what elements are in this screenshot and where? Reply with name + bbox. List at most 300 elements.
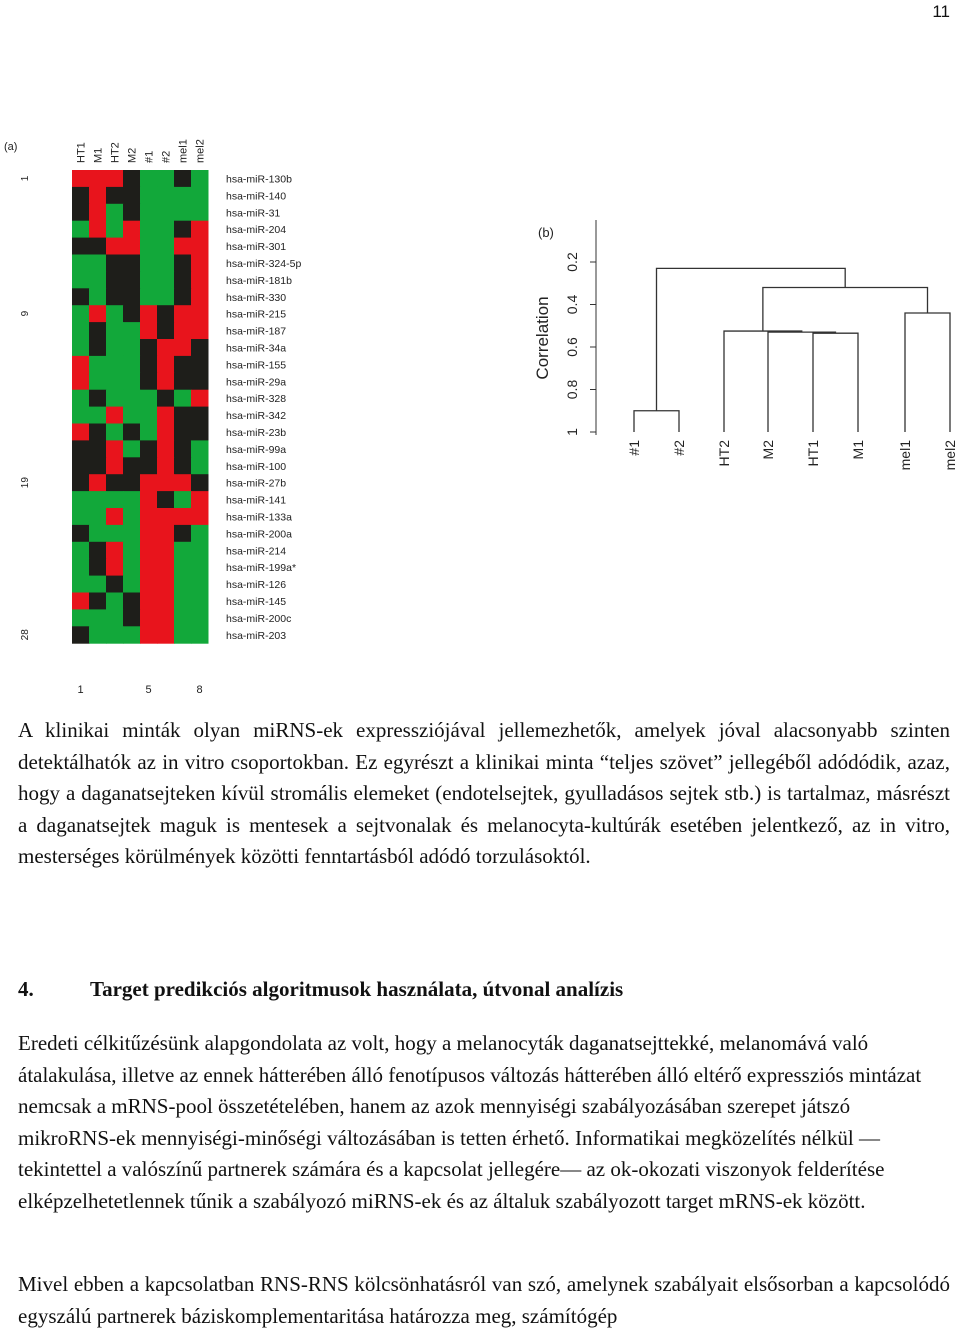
heatmap-cell: [157, 187, 175, 204]
mirna-label: hsa-miR-328: [226, 393, 287, 406]
heatmap-cell: [191, 255, 209, 272]
row-tick-label: 9: [20, 310, 31, 317]
dendrogram-branch: [905, 313, 950, 432]
heatmap-cell: [106, 204, 124, 221]
heatmap-cell: [140, 271, 158, 288]
heatmap-cell: [106, 457, 124, 474]
heatmap-cell: [72, 170, 90, 187]
panel-a-label: (a): [4, 141, 18, 153]
heatmap-cell: [140, 390, 158, 407]
y-axis-label: Correlation: [533, 296, 552, 380]
heatmap-cell: [72, 424, 90, 441]
heatmap-cell: [123, 271, 141, 288]
heatmap-cell: [106, 508, 124, 525]
heatmap-cell: [89, 238, 107, 255]
heatmap-cell: [174, 221, 192, 238]
heatmap-cell: [106, 609, 124, 626]
mirna-label: hsa-miR-145: [226, 595, 287, 608]
heatmap-cell: [89, 373, 107, 390]
y-tick-label: 0.4: [564, 294, 580, 315]
y-ticks: [564, 252, 596, 436]
heatmap-cell: [191, 559, 209, 576]
heatmap-cell: [157, 559, 175, 576]
heatmap-cell: [106, 424, 124, 441]
dendrogram-branch: [724, 331, 802, 432]
mirna-label: hsa-miR-133a: [226, 511, 292, 524]
heatmap-cell: [191, 322, 209, 339]
heatmap-cell: [89, 204, 107, 221]
heatmap-cell: [157, 626, 175, 643]
heatmap-cell: [89, 356, 107, 373]
heatmap-cell: [123, 170, 141, 187]
heatmap-cell: [106, 407, 124, 424]
mirna-label: hsa-miR-204: [226, 224, 287, 237]
heatmap-cell: [72, 255, 90, 272]
heatmap-cell: [72, 508, 90, 525]
dendrogram-branch: [634, 411, 679, 432]
heatmap-cell: [106, 542, 124, 559]
mirna-label: hsa-miR-126: [226, 579, 287, 592]
heatmap-cell: [191, 626, 209, 643]
heatmap-cell: [191, 187, 209, 204]
heatmap-cell: [157, 424, 175, 441]
heatmap-cell: [106, 255, 124, 272]
heatmap-cell: [157, 390, 175, 407]
heatmap-cell: [140, 407, 158, 424]
heatmap-cell: [174, 238, 192, 255]
heatmap-cell: [174, 424, 192, 441]
heatmap-cell: [157, 288, 175, 305]
heatmap-cell: [72, 593, 90, 610]
heatmap-cell: [174, 542, 192, 559]
y-tick-label: 0.6: [564, 337, 580, 357]
heatmap-cell: [123, 356, 141, 373]
mirna-label: hsa-miR-141: [226, 494, 287, 507]
col-tick-label: 1: [77, 684, 84, 697]
heatmap-cell: [157, 491, 175, 508]
heatmap-cell: [89, 170, 107, 187]
heatmap-cell: [174, 271, 192, 288]
sample-label: #2: [160, 150, 173, 163]
heatmap-cell: [191, 593, 209, 610]
leaf-label: mel2: [942, 440, 958, 471]
heatmap-cell: [72, 609, 90, 626]
sample-label: M1: [92, 147, 105, 163]
heatmap-row-labels: [226, 173, 301, 641]
heatmap-cell: [106, 322, 124, 339]
heatmap-cell: [89, 626, 107, 643]
heatmap-cell: [72, 356, 90, 373]
sample-label: mel1: [177, 139, 190, 163]
heatmap-cell: [191, 474, 209, 491]
heatmap-cell: [157, 542, 175, 559]
mirna-label: hsa-miR-324-5p: [226, 257, 302, 270]
heatmap-cell: [157, 525, 175, 542]
heatmap-cell: [191, 271, 209, 288]
heatmap-cell: [140, 542, 158, 559]
heatmap-cell: [191, 356, 209, 373]
heatmap-cell: [89, 305, 107, 322]
heatmap-cell: [140, 373, 158, 390]
heatmap-cell: [140, 424, 158, 441]
heatmap-cell: [191, 288, 209, 305]
heatmap-cell: [89, 559, 107, 576]
heatmap-cell: [174, 339, 192, 356]
heatmap-cell: [157, 204, 175, 221]
heatmap-cell: [140, 576, 158, 593]
row-tick-label: 1: [20, 175, 31, 182]
heatmap-cell: [72, 221, 90, 238]
heatmap-cell: [123, 373, 141, 390]
heatmap-cell: [123, 305, 141, 322]
mirna-label: hsa-miR-29a: [226, 376, 287, 389]
mirna-label: hsa-miR-330: [226, 291, 287, 304]
mirna-label: hsa-miR-31: [226, 207, 281, 220]
heatmap-cell: [140, 339, 158, 356]
dendrogram-branch: [768, 332, 836, 432]
mirna-label: hsa-miR-200c: [226, 612, 292, 625]
mirna-label: hsa-miR-140: [226, 190, 287, 203]
mirna-label: hsa-miR-23b: [226, 426, 287, 439]
heatmap-cell: [123, 288, 141, 305]
section-title: Target predikciós algoritmusok használata, útvonal analízis: [90, 977, 624, 1001]
heatmap-cell: [106, 271, 124, 288]
heatmap-cell: [191, 170, 209, 187]
heatmap-cell: [123, 187, 141, 204]
correlation-axis: [533, 220, 596, 436]
heatmap-cell: [106, 491, 124, 508]
heatmap-cell: [72, 440, 90, 457]
heatmap-cell: [123, 508, 141, 525]
heatmap-cell: [191, 373, 209, 390]
heatmap-cell: [157, 238, 175, 255]
heatmap-cell: [174, 288, 192, 305]
heatmap-cell: [157, 221, 175, 238]
mirna-label: hsa-miR-99a: [226, 443, 287, 456]
heatmap-cell: [191, 457, 209, 474]
heatmap-cell: [123, 322, 141, 339]
heatmap-cell: [123, 339, 141, 356]
heatmap-cell: [123, 204, 141, 221]
paragraph-2: Eredeti célkitűzésünk alapgondolata az volt, hogy a melanocyták daganatsejttekké, melanomává való átalakulása, illetve az ennek hátterében álló fenotípusos változás hátterében álló eltérő expressziós mintázat nemcsak a mRNS-pool összetételében, hanem az azok mennyiségi szabályozásában szerepet játszó mikroRNS-ek mennyiségi-minőségi változásában is tetten érhető. Informatikai megközelítés nélkül —tekintettel a valószínű partnerek számára és a kapcsolat jellegére— az ok-okozati viszonyok felderítése elképzelhetetlennek tűnik a szabályozó miRNS-ek és az általuk szabályozott target mRNS-ek között.: [18, 1031, 922, 1213]
heatmap-cell: [140, 626, 158, 643]
heatmap-cell: [123, 440, 141, 457]
heatmap-cell: [106, 626, 124, 643]
heatmap-cell: [140, 170, 158, 187]
heatmap-cell: [89, 339, 107, 356]
heatmap-cell: [106, 305, 124, 322]
heatmap-cell: [89, 288, 107, 305]
heatmap-cell: [174, 491, 192, 508]
heatmap-cell: [191, 508, 209, 525]
mirna-label: hsa-miR-27b: [226, 477, 287, 490]
sample-label: mel2: [194, 139, 207, 163]
mirna-label: hsa-miR-181b: [226, 274, 292, 287]
heatmap-cell: [174, 474, 192, 491]
leaf-label: M1: [850, 440, 866, 460]
heatmap-cell: [174, 508, 192, 525]
heatmap-cell: [157, 339, 175, 356]
heatmap-cell: [191, 576, 209, 593]
heatmap-cell: [72, 576, 90, 593]
heatmap-cell: [140, 187, 158, 204]
heatmap-cell: [123, 457, 141, 474]
heatmap-cell: [174, 525, 192, 542]
paragraph-1: A klinikai minták olyan miRNS-ek expressziójával jellemezhetők, amelyek jóval alacsonyabb szinten detektálhatók az in vitro csoportokban. Ez egyrészt a klinikai minta “teljes szövet” jellegéből adódódik, azaz, hogy a daganatsejteken kívül stromális elemeket (endotelsejtek, gyulladásos sejtek stb.) is tartalmaz, másrészt a daganatsejtek maguk is mentesek a sejtvonalak és melanocyta-kultúrák esetében jelentkező, az in vitro, mesterséges körülmények közötti fenntartásból adódó torzulásoktól.: [18, 718, 950, 868]
heatmap-cell: [140, 491, 158, 508]
heatmap-cell: [72, 288, 90, 305]
heatmap-cell: [191, 609, 209, 626]
heatmap-cell: [72, 373, 90, 390]
heatmap-cell: [106, 221, 124, 238]
heatmap-cell: [123, 491, 141, 508]
col-tick-label: 8: [196, 684, 203, 697]
heatmap-cell: [89, 576, 107, 593]
heatmap-cell: [123, 407, 141, 424]
mirna-label: hsa-miR-342: [226, 410, 287, 423]
heatmap-cell: [191, 440, 209, 457]
heatmap-cell: [106, 525, 124, 542]
heatmap-cell: [157, 305, 175, 322]
mirna-label: hsa-miR-130b: [226, 173, 292, 186]
heatmap-cell: [72, 204, 90, 221]
paragraph-3: Mivel ebben a kapcsolatban RNS-RNS kölcsönhatásról van szó, amelynek szabályait elsősorban a kapcsolódó egyszálú partnerek báziskomplementaritása határozza meg, számítógép: [18, 1272, 950, 1328]
leaf-label: #1: [626, 440, 642, 456]
heatmap-cell: [89, 491, 107, 508]
heatmap-cell: [157, 609, 175, 626]
row-tick-label: 19: [20, 477, 31, 489]
y-tick-label: 0.8: [564, 379, 580, 400]
dendrogram: [634, 268, 950, 432]
heatmap-cell: [89, 322, 107, 339]
heatmap-cell: [191, 390, 209, 407]
panel-b-label: (b): [538, 225, 554, 240]
heatmap-cell: [106, 474, 124, 491]
section-number: 4.: [18, 977, 34, 1001]
heatmap-cell: [140, 609, 158, 626]
heatmap-cell: [140, 356, 158, 373]
heatmap-cell: [174, 457, 192, 474]
heatmap-cell: [123, 525, 141, 542]
heatmap-cell: [123, 542, 141, 559]
figure-canvas: [0, 120, 960, 710]
heatmap-cell: [157, 322, 175, 339]
row-tick-label: 28: [20, 629, 31, 641]
heatmap-cell: [174, 170, 192, 187]
heatmap-row-ticks: [20, 175, 31, 640]
heatmap-cell: [157, 508, 175, 525]
heatmap-cell: [140, 559, 158, 576]
heatmap-cell: [157, 407, 175, 424]
mirna-label: hsa-miR-187: [226, 325, 287, 338]
dendrogram-branch: [657, 268, 846, 410]
heatmap-cell: [89, 271, 107, 288]
heatmap-cell: [106, 356, 124, 373]
heatmap-cell: [157, 474, 175, 491]
sample-label: #1: [143, 150, 156, 163]
heatmap-cell: [89, 457, 107, 474]
dendrogram-branch: [813, 333, 858, 432]
heatmap-cell: [174, 187, 192, 204]
heatmap-cell: [72, 457, 90, 474]
heatmap-cell: [72, 271, 90, 288]
heatmap-cell: [123, 390, 141, 407]
heatmap-cell: [89, 474, 107, 491]
heatmap-cell: [106, 339, 124, 356]
heatmap-cell: [123, 255, 141, 272]
page-number: 11: [932, 2, 950, 21]
mirna-label: hsa-miR-214: [226, 545, 287, 558]
heatmap-cell: [140, 204, 158, 221]
mirna-label: hsa-miR-200a: [226, 528, 292, 541]
heatmap-cell: [123, 609, 141, 626]
heatmap-cell: [174, 407, 192, 424]
heatmap-cell: [72, 626, 90, 643]
heatmap: [72, 170, 209, 644]
leaf-label: mel1: [897, 440, 913, 471]
y-tick-label: 1: [564, 428, 580, 436]
heatmap-cell: [123, 238, 141, 255]
sample-label: HT2: [109, 142, 122, 163]
mirna-label: hsa-miR-34a: [226, 342, 287, 355]
heatmap-cell: [89, 221, 107, 238]
heatmap-cell: [140, 221, 158, 238]
heatmap-cell: [140, 440, 158, 457]
heatmap-cell: [157, 356, 175, 373]
figure: [0, 120, 960, 710]
heatmap-cell: [140, 474, 158, 491]
heatmap-cell: [72, 542, 90, 559]
section-heading: [18, 977, 623, 1002]
leaf-label: HT2: [716, 440, 732, 467]
heatmap-cell: [191, 339, 209, 356]
heatmap-cell: [191, 525, 209, 542]
heatmap-cell: [89, 187, 107, 204]
heatmap-cell: [140, 457, 158, 474]
heatmap-cell: [140, 508, 158, 525]
heatmap-cell: [106, 238, 124, 255]
heatmap-cell: [72, 525, 90, 542]
heatmap-cell: [191, 542, 209, 559]
heatmap-cell: [174, 576, 192, 593]
heatmap-cell: [123, 626, 141, 643]
heatmap-cell: [89, 407, 107, 424]
heatmap-cell: [89, 593, 107, 610]
heatmap-cell: [106, 288, 124, 305]
heatmap-cell: [123, 424, 141, 441]
heatmap-cell: [174, 204, 192, 221]
mirna-label: hsa-miR-155: [226, 359, 287, 372]
heatmap-cell: [72, 474, 90, 491]
heatmap-cell: [191, 491, 209, 508]
heatmap-cell: [89, 525, 107, 542]
dendrogram-leaves: [626, 440, 958, 471]
heatmap-cell: [72, 491, 90, 508]
leaf-label: HT1: [805, 440, 821, 467]
heatmap-cell: [72, 187, 90, 204]
heatmap-cell: [174, 322, 192, 339]
mirna-label: hsa-miR-301: [226, 241, 287, 254]
mirna-label: hsa-miR-203: [226, 629, 287, 642]
mirna-label: hsa-miR-199a*: [226, 562, 297, 575]
heatmap-cell: [174, 255, 192, 272]
heatmap-cell: [157, 271, 175, 288]
heatmap-cell: [72, 305, 90, 322]
heatmap-cell: [106, 170, 124, 187]
heatmap-cell: [140, 288, 158, 305]
heatmap-cell: [174, 626, 192, 643]
heatmap-cell: [191, 221, 209, 238]
heatmap-cell: [140, 305, 158, 322]
heatmap-cell: [106, 440, 124, 457]
heatmap-cell: [174, 373, 192, 390]
heatmap-cell: [89, 255, 107, 272]
heatmap-cell: [174, 440, 192, 457]
heatmap-cell: [72, 390, 90, 407]
heatmap-cell: [191, 305, 209, 322]
heatmap-cell: [72, 322, 90, 339]
heatmap-cell: [106, 187, 124, 204]
heatmap-cell: [140, 322, 158, 339]
heatmap-cell: [140, 255, 158, 272]
heatmap-cell: [191, 424, 209, 441]
heatmap-cell: [72, 559, 90, 576]
mirna-label: hsa-miR-100: [226, 460, 287, 473]
heatmap-cell: [106, 373, 124, 390]
heatmap-cell: [72, 407, 90, 424]
leaf-label: M2: [760, 440, 776, 460]
heatmap-cell: [157, 373, 175, 390]
heatmap-cell: [140, 238, 158, 255]
heatmap-cell: [191, 407, 209, 424]
heatmap-cell: [157, 576, 175, 593]
dendrogram-branch: [763, 288, 928, 332]
heatmap-cell: [89, 390, 107, 407]
heatmap-cell: [174, 559, 192, 576]
heatmap-cell: [157, 457, 175, 474]
heatmap-cell: [89, 508, 107, 525]
heatmap-cell: [157, 440, 175, 457]
heatmap-cell: [123, 576, 141, 593]
heatmap-cell: [157, 170, 175, 187]
heatmap-cell: [157, 255, 175, 272]
heatmap-cell: [123, 559, 141, 576]
sample-label: HT1: [75, 142, 88, 163]
heatmap-cell: [123, 593, 141, 610]
heatmap-cell: [89, 424, 107, 441]
heatmap-cell: [106, 390, 124, 407]
heatmap-cell: [123, 221, 141, 238]
heatmap-cell: [174, 305, 192, 322]
heatmap-cell: [191, 204, 209, 221]
heatmap-cell: [191, 238, 209, 255]
heatmap-cell: [106, 559, 124, 576]
heatmap-cell: [106, 576, 124, 593]
heatmap-cell: [140, 593, 158, 610]
heatmap-cell: [140, 525, 158, 542]
col-tick-label: 5: [145, 684, 152, 697]
mirna-label: hsa-miR-215: [226, 308, 287, 321]
heatmap-cell: [89, 440, 107, 457]
heatmap-cell: [174, 390, 192, 407]
heatmap-cell: [174, 356, 192, 373]
leaf-label: #2: [671, 440, 687, 456]
heatmap-column-labels: [76, 139, 207, 163]
sample-label: M2: [126, 147, 139, 163]
heatmap-cell: [157, 593, 175, 610]
heatmap-cell: [89, 542, 107, 559]
heatmap-cell: [174, 609, 192, 626]
